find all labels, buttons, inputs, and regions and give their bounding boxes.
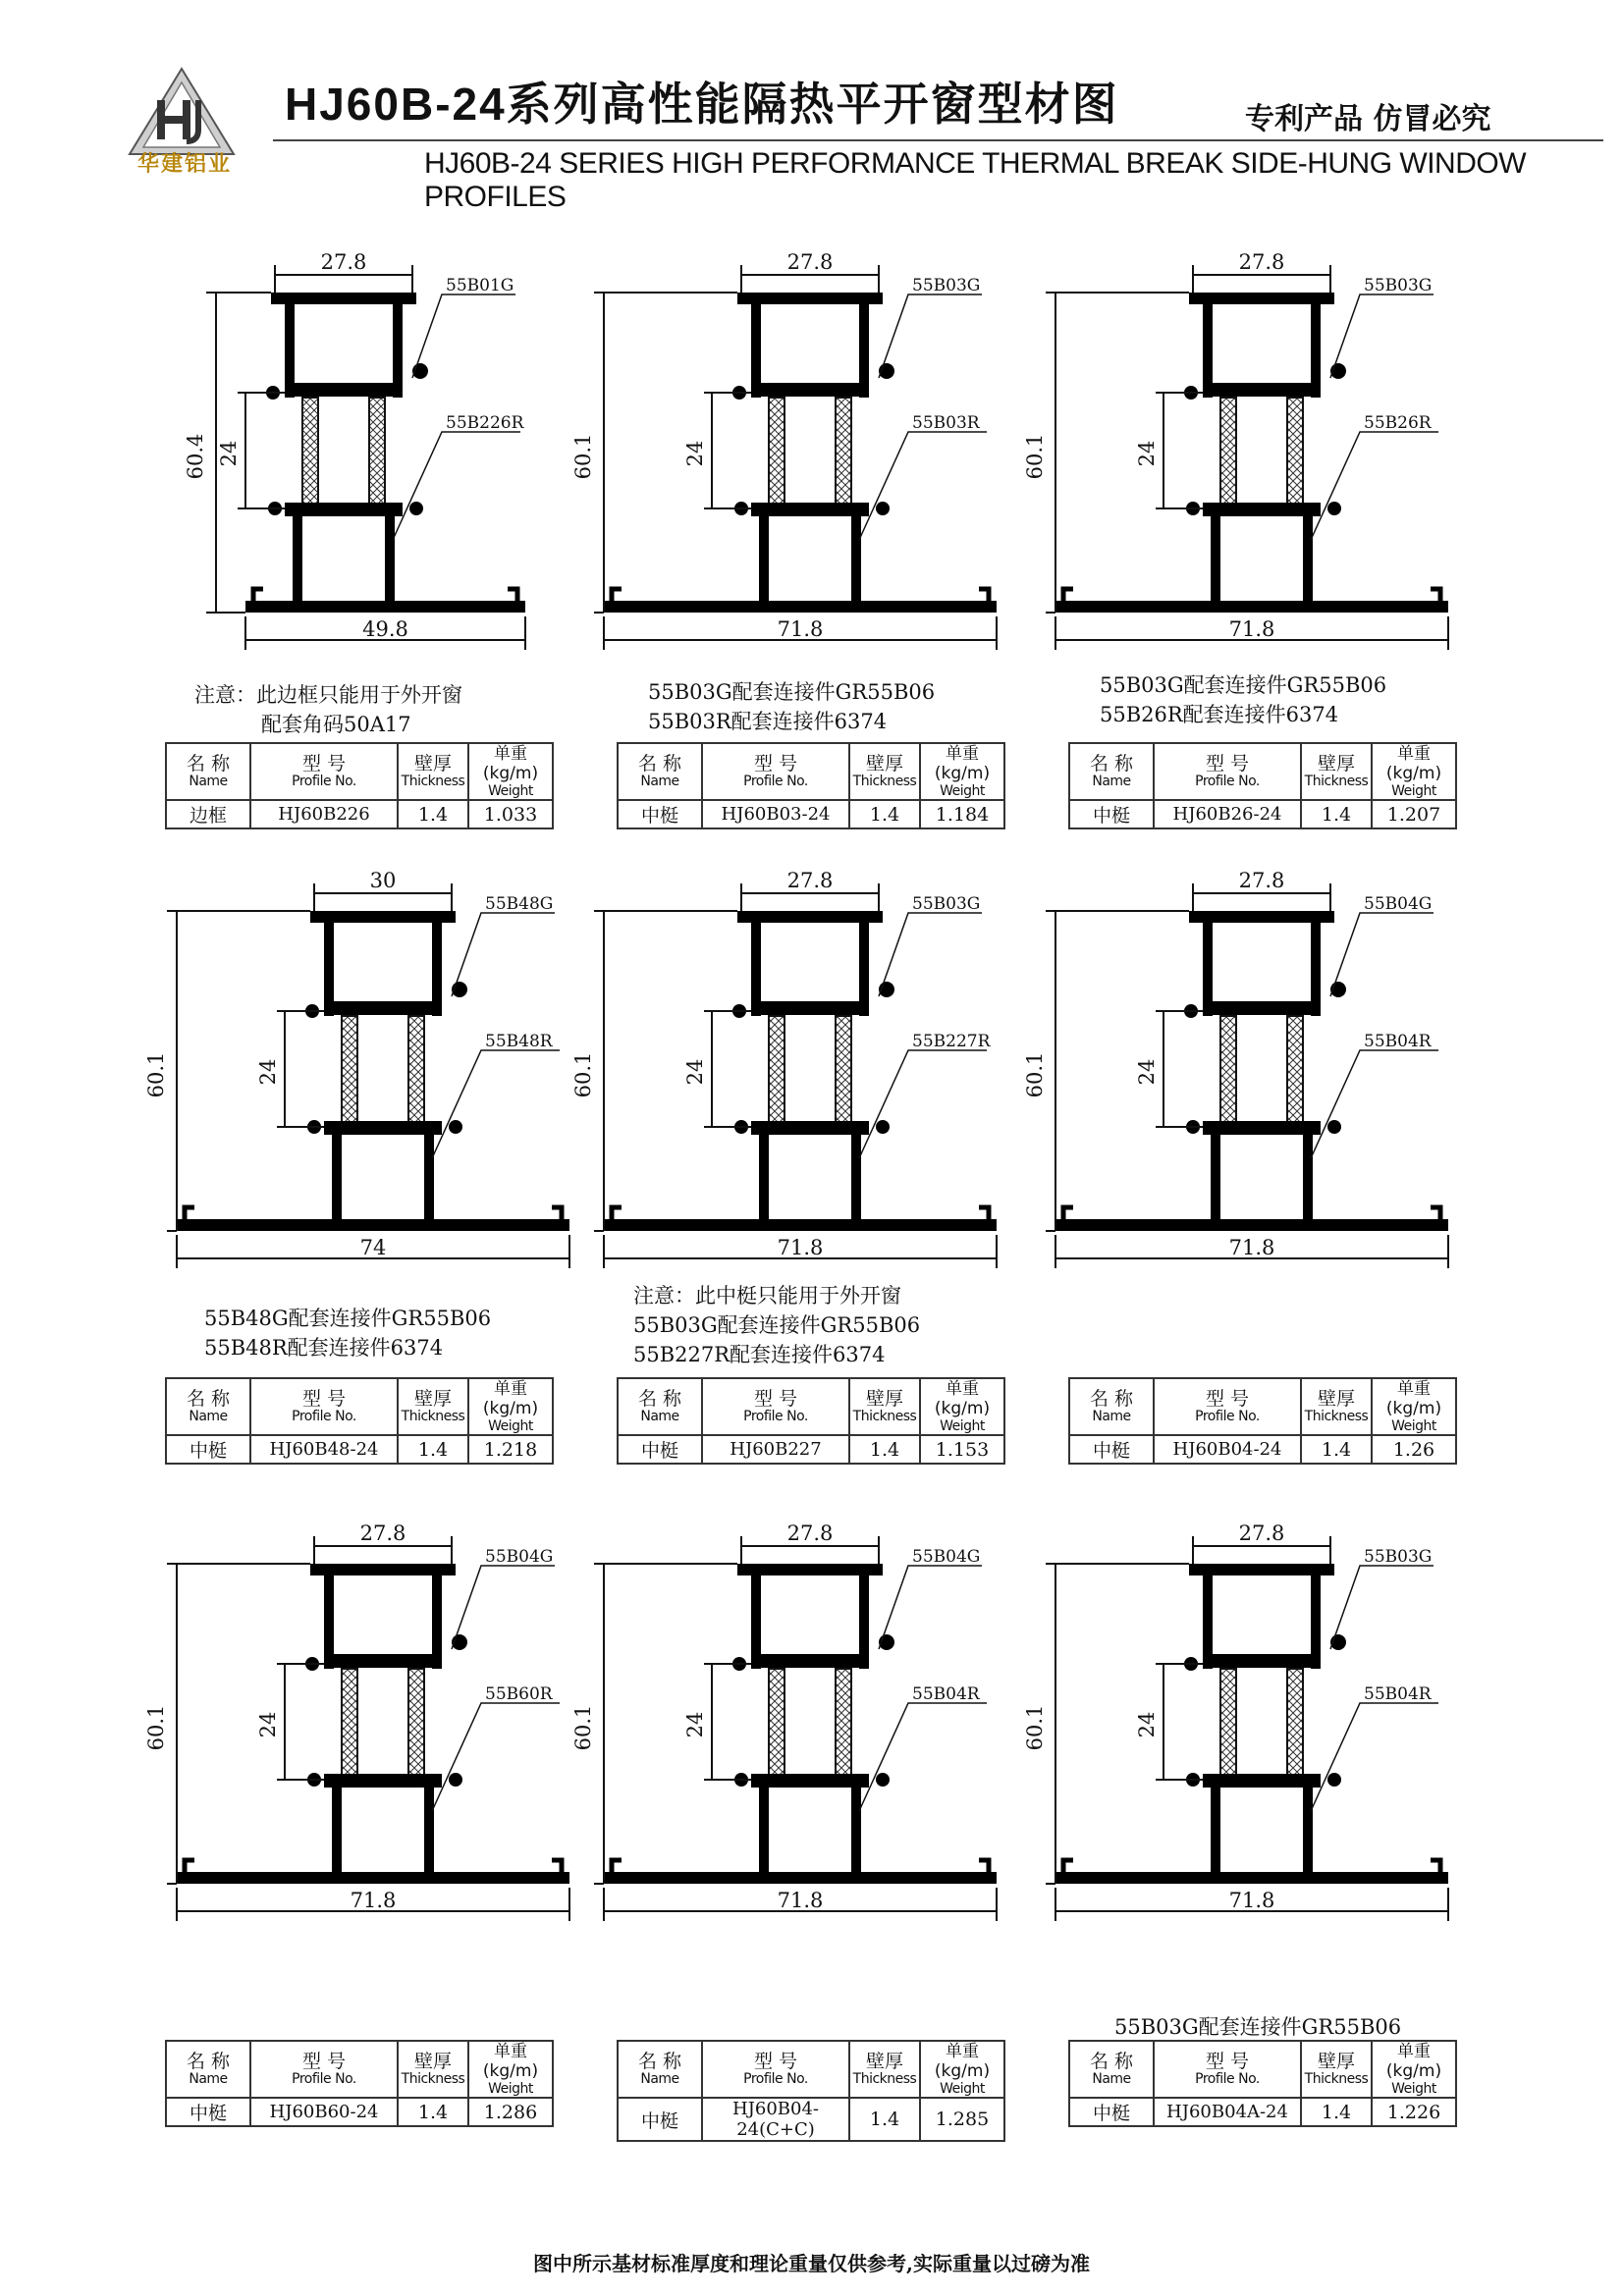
profile-drawing xyxy=(1023,245,1537,667)
weight-cell: 1.218 xyxy=(468,1435,553,1464)
profile-no-cell: HJ60B04-24 xyxy=(1154,1435,1301,1464)
name-cell: 中梃 xyxy=(1069,2098,1154,2126)
upper-part-label: 55B03G xyxy=(1364,1547,1433,1567)
profile-header: 型 号 Profile No. xyxy=(1154,1378,1301,1435)
profile-notes xyxy=(204,1304,491,1362)
thermal-strip xyxy=(369,398,385,506)
top-width-label: 27.8 xyxy=(1238,250,1285,274)
name-header: 名 称 Name xyxy=(166,743,250,800)
top-flange xyxy=(271,293,416,304)
weight-cell: 1.033 xyxy=(468,800,553,828)
name-header: 名 称 Name xyxy=(166,2041,250,2098)
bottom-flange xyxy=(1055,1219,1448,1231)
bottom-flange xyxy=(177,1872,569,1884)
profile-header: 型 号 Profile No. xyxy=(250,743,398,800)
height-label: 60.1 xyxy=(1023,1704,1047,1751)
weight-cell: 1.184 xyxy=(920,800,1004,828)
top-flange xyxy=(310,1564,456,1575)
profile-notes xyxy=(633,1281,920,1369)
bottom-width-label: 71.8 xyxy=(350,1889,397,1912)
profile-notes xyxy=(648,677,935,736)
profile-drawing xyxy=(571,1517,1085,1939)
thickness-header: 壁厚 Thickness xyxy=(849,743,920,800)
weight-header: 单重(kg/m) Weight xyxy=(468,2041,553,2098)
thermal-strip xyxy=(769,1669,784,1777)
name-header: 名 称 Name xyxy=(618,2041,702,2098)
thermal-strip xyxy=(769,398,784,506)
top-flange xyxy=(737,1564,883,1575)
lower-part-label: 55B04R xyxy=(1364,1032,1432,1051)
thickness-header: 壁厚 Thickness xyxy=(1301,1378,1372,1435)
thickness-cell: 1.4 xyxy=(1301,2098,1372,2126)
note-line: 55B48R配套连接件6374 xyxy=(204,1336,444,1360)
height-label: 60.1 xyxy=(144,1704,168,1751)
top-width-label: 27.8 xyxy=(320,250,367,274)
bottom-width-label: 71.8 xyxy=(777,617,824,641)
name-cell: 中梃 xyxy=(1069,1435,1154,1464)
top-width-label: 30 xyxy=(369,869,397,892)
upper-part-label: 55B03G xyxy=(912,276,981,295)
profile-drawing xyxy=(1023,864,1537,1286)
weight-cell: 1.286 xyxy=(468,2098,553,2126)
note-line: 55B48G配套连接件GR55B06 xyxy=(204,1307,492,1330)
profile-no-cell: HJ60B04A-24 xyxy=(1154,2098,1301,2126)
lower-part-label: 55B04R xyxy=(912,1684,980,1704)
bottom-flange xyxy=(604,1872,997,1884)
thickness-header: 壁厚 Thickness xyxy=(849,1378,920,1435)
strip-height-label: 24 xyxy=(256,1058,280,1086)
strip-height-label: 24 xyxy=(256,1711,280,1738)
note-line: 55B26R配套连接件6374 xyxy=(1100,703,1339,726)
upper-part-label: 55B04G xyxy=(1364,894,1433,914)
note-line: 55B03G配套连接件GR55B06 xyxy=(1114,2015,1402,2039)
profile-notes xyxy=(194,680,462,739)
thermal-strip xyxy=(1287,1669,1303,1777)
thickness-cell: 1.4 xyxy=(849,2098,920,2141)
thickness-header: 壁厚 Thickness xyxy=(398,2041,468,2098)
profile-no-cell: HJ60B26-24 xyxy=(1154,800,1301,828)
strip-height-label: 24 xyxy=(683,440,707,467)
lower-part-label: 55B26R xyxy=(1364,413,1432,433)
page-title-en: HJ60B-24 SERIES HIGH PERFORMANCE THERMAL BREAK SIDE-HUNG WINDOW PROFILES xyxy=(424,147,1527,213)
page-title-cn: HJ60B-24系列高性能隔热平开窗型材图 xyxy=(285,79,1119,130)
note-line: 注意：此边框只能用于外开窗 xyxy=(194,683,462,707)
top-width-label: 27.8 xyxy=(786,869,834,892)
height-label: 60.1 xyxy=(571,433,595,480)
lower-part-label: 55B03R xyxy=(912,413,980,433)
name-header: 名 称 Name xyxy=(1069,1378,1154,1435)
profile-header: 型 号 Profile No. xyxy=(250,1378,398,1435)
top-width-label: 27.8 xyxy=(786,1522,834,1545)
profile-drawing xyxy=(571,245,1085,667)
lower-part-label: 55B04R xyxy=(1364,1684,1432,1704)
thickness-cell: 1.4 xyxy=(1301,800,1372,828)
spec-table xyxy=(1068,742,1457,829)
thermal-strip xyxy=(1220,1669,1236,1777)
upper-part-label: 55B04G xyxy=(912,1547,981,1567)
strip-height-label: 24 xyxy=(683,1058,707,1086)
bottom-width-label: 71.8 xyxy=(1228,617,1275,641)
bottom-flange xyxy=(604,1219,997,1231)
name-header: 名 称 Name xyxy=(1069,743,1154,800)
bottom-flange xyxy=(177,1219,569,1231)
name-header: 名 称 Name xyxy=(618,1378,702,1435)
name-cell: 中梃 xyxy=(618,2098,702,2141)
top-flange xyxy=(737,911,883,923)
thickness-cell: 1.4 xyxy=(398,2098,468,2126)
name-header: 名 称 Name xyxy=(1069,2041,1154,2098)
weight-cell: 1.26 xyxy=(1372,1435,1456,1464)
upper-part-label: 55B03G xyxy=(1364,276,1433,295)
note-line: 55B03G配套连接件GR55B06 xyxy=(1100,673,1387,697)
bottom-flange xyxy=(1055,601,1448,613)
thermal-strip xyxy=(302,398,318,506)
bottom-width-label: 71.8 xyxy=(777,1889,824,1912)
profile-header: 型 号 Profile No. xyxy=(702,2041,849,2098)
bottom-flange xyxy=(604,601,997,613)
thermal-strip xyxy=(1220,1016,1236,1124)
strip-height-label: 24 xyxy=(217,440,241,467)
bottom-width-label: 71.8 xyxy=(777,1236,824,1259)
weight-header: 单重(kg/m) Weight xyxy=(1372,743,1456,800)
thickness-header: 壁厚 Thickness xyxy=(398,743,468,800)
upper-part-label: 55B01G xyxy=(446,276,514,295)
name-header: 名 称 Name xyxy=(618,743,702,800)
thermal-strip xyxy=(1220,398,1236,506)
bottom-width-label: 71.8 xyxy=(1228,1889,1275,1912)
weight-header: 单重(kg/m) Weight xyxy=(468,743,553,800)
profile-notes xyxy=(1114,2012,1401,2042)
height-label: 60.1 xyxy=(1023,433,1047,480)
profile-no-cell: HJ60B04-24(C+C) xyxy=(702,2098,849,2141)
note-line: 55B03G配套连接件GR55B06 xyxy=(633,1313,921,1337)
weight-cell: 1.226 xyxy=(1372,2098,1456,2126)
upper-part-label: 55B04G xyxy=(485,1547,554,1567)
weight-cell: 1.285 xyxy=(920,2098,1004,2141)
bottom-width-label: 74 xyxy=(359,1236,387,1259)
note-line: 55B227R配套连接件6374 xyxy=(633,1343,886,1366)
thermal-strip xyxy=(1287,1016,1303,1124)
thickness-cell: 1.4 xyxy=(398,1435,468,1464)
footer-note: 图中所示基材标准厚度和理论重量仅供参考,实际重量以过磅为准 xyxy=(533,2252,1090,2275)
thickness-header: 壁厚 Thickness xyxy=(398,1378,468,1435)
spec-table xyxy=(165,1377,554,1465)
thermal-strip xyxy=(342,1016,357,1124)
weight-cell: 1.153 xyxy=(920,1435,1004,1464)
profile-no-cell: HJ60B03-24 xyxy=(702,800,849,828)
upper-part-label: 55B03G xyxy=(912,894,981,914)
lower-part-label: 55B226R xyxy=(446,413,524,433)
spec-table xyxy=(1068,2040,1457,2127)
thickness-cell: 1.4 xyxy=(849,800,920,828)
spec-table xyxy=(617,1377,1005,1465)
profile-drawing xyxy=(1023,1517,1537,1939)
profile-no-cell: HJ60B48-24 xyxy=(250,1435,398,1464)
thermal-strip xyxy=(769,1016,784,1124)
spec-table xyxy=(617,742,1005,829)
weight-header: 单重(kg/m) Weight xyxy=(920,743,1004,800)
profile-drawing xyxy=(571,864,1085,1286)
bottom-width-label: 71.8 xyxy=(1228,1236,1275,1259)
logo-text: 华建铝业 xyxy=(136,152,232,177)
name-cell: 中梃 xyxy=(166,1435,250,1464)
name-cell: 中梃 xyxy=(1069,800,1154,828)
weight-header: 单重(kg/m) Weight xyxy=(468,1378,553,1435)
top-width-label: 27.8 xyxy=(786,250,834,274)
height-label: 60.4 xyxy=(184,433,207,480)
profile-no-cell: HJ60B227 xyxy=(702,1435,849,1464)
name-cell: 中梃 xyxy=(166,2098,250,2126)
note-line: 55B03R配套连接件6374 xyxy=(648,710,888,733)
thickness-header: 壁厚 Thickness xyxy=(1301,743,1372,800)
name-cell: 边框 xyxy=(166,800,250,828)
bottom-flange xyxy=(245,601,525,613)
name-header: 名 称 Name xyxy=(166,1378,250,1435)
name-cell: 中梃 xyxy=(618,1435,702,1464)
thermal-strip xyxy=(836,1669,851,1777)
weight-header: 单重(kg/m) Weight xyxy=(1372,2041,1456,2098)
weight-cell: 1.207 xyxy=(1372,800,1456,828)
top-flange xyxy=(1189,1564,1334,1575)
lower-part-label: 55B48R xyxy=(485,1032,553,1051)
top-flange xyxy=(1189,293,1334,304)
lower-part-label: 55B60R xyxy=(485,1684,553,1704)
bottom-flange xyxy=(1055,1872,1448,1884)
thermal-strip xyxy=(342,1669,357,1777)
height-label: 60.1 xyxy=(144,1051,168,1098)
profile-header: 型 号 Profile No. xyxy=(1154,2041,1301,2098)
profile-header: 型 号 Profile No. xyxy=(702,743,849,800)
thermal-strip xyxy=(836,398,851,506)
strip-height-label: 24 xyxy=(1135,1058,1159,1086)
spec-table xyxy=(165,742,554,829)
profile-header: 型 号 Profile No. xyxy=(1154,743,1301,800)
name-cell: 中梃 xyxy=(618,800,702,828)
thermal-strip xyxy=(408,1016,424,1124)
spec-table xyxy=(1068,1377,1457,1465)
note-line: 注意：此中梃只能用于外开窗 xyxy=(633,1284,901,1308)
strip-height-label: 24 xyxy=(1135,440,1159,467)
thickness-cell: 1.4 xyxy=(398,800,468,828)
profile-no-cell: HJ60B60-24 xyxy=(250,2098,398,2126)
profile-header: 型 号 Profile No. xyxy=(250,2041,398,2098)
top-width-label: 27.8 xyxy=(1238,869,1285,892)
weight-header: 单重(kg/m) Weight xyxy=(920,1378,1004,1435)
top-width-label: 27.8 xyxy=(359,1522,406,1545)
spec-table xyxy=(617,2040,1005,2142)
lower-part-label: 55B227R xyxy=(912,1032,991,1051)
strip-height-label: 24 xyxy=(1135,1711,1159,1738)
thermal-strip xyxy=(1287,398,1303,506)
patent-tag: 专利产品 仿冒必究 xyxy=(1245,102,1491,136)
strip-height-label: 24 xyxy=(683,1711,707,1738)
top-flange xyxy=(737,293,883,304)
thermal-strip xyxy=(836,1016,851,1124)
note-line: 配套角码50A17 xyxy=(261,713,411,736)
thickness-cell: 1.4 xyxy=(1301,1435,1372,1464)
thickness-cell: 1.4 xyxy=(849,1435,920,1464)
top-width-label: 27.8 xyxy=(1238,1522,1285,1545)
profile-header: 型 号 Profile No. xyxy=(702,1378,849,1435)
weight-header: 单重(kg/m) Weight xyxy=(1372,1378,1456,1435)
top-flange xyxy=(310,911,456,923)
weight-header: 单重(kg/m) Weight xyxy=(920,2041,1004,2098)
profile-notes xyxy=(1100,670,1386,729)
note-line: 55B03G配套连接件GR55B06 xyxy=(648,680,936,704)
height-label: 60.1 xyxy=(571,1704,595,1751)
profile-no-cell: HJ60B226 xyxy=(250,800,398,828)
top-flange xyxy=(1189,911,1334,923)
height-label: 60.1 xyxy=(571,1051,595,1098)
spec-table xyxy=(165,2040,554,2127)
bottom-width-label: 49.8 xyxy=(362,617,408,641)
thickness-header: 壁厚 Thickness xyxy=(849,2041,920,2098)
header-divider xyxy=(273,139,1603,141)
thermal-strip xyxy=(408,1669,424,1777)
height-label: 60.1 xyxy=(1023,1051,1047,1098)
thickness-header: 壁厚 Thickness xyxy=(1301,2041,1372,2098)
upper-part-label: 55B48G xyxy=(485,894,554,914)
